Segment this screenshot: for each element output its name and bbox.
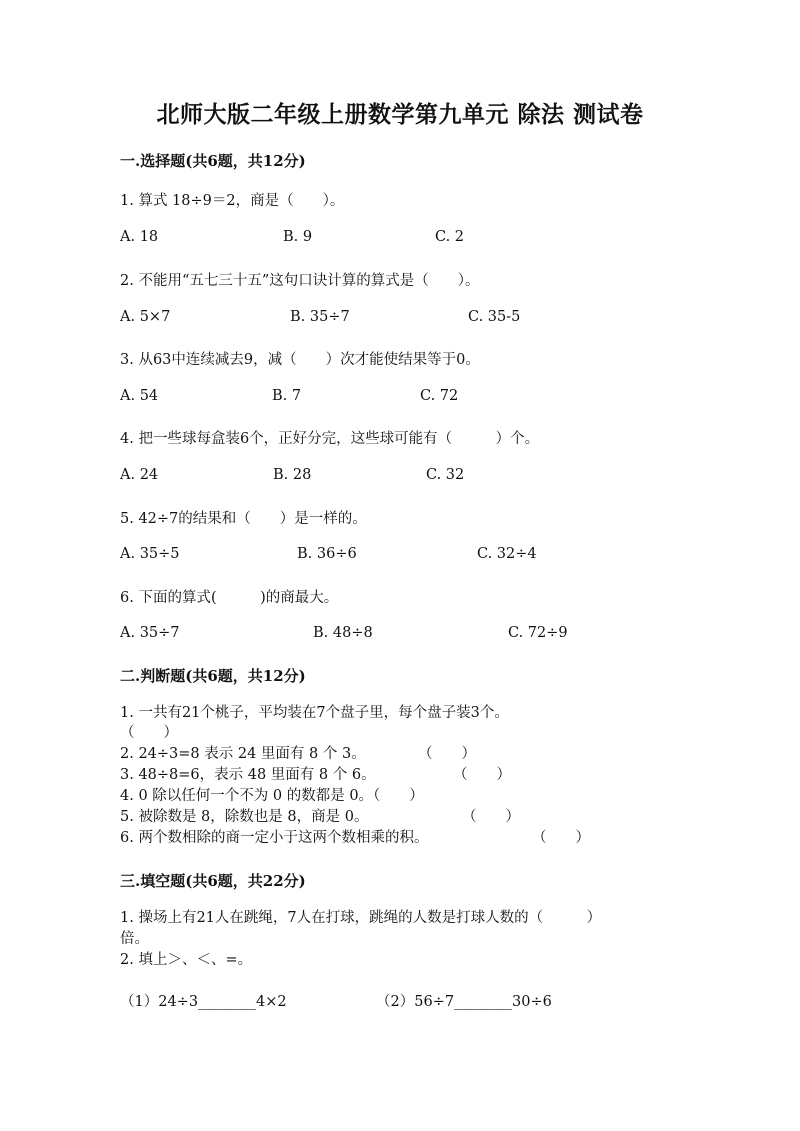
tf-statement-5: 5. 被除数是 8，除数也是 8，商是 0。 <box>120 809 369 825</box>
tf-answer-blank-5[interactable]: （ ） <box>462 809 520 825</box>
question-5-option-c: C. 32÷4 <box>477 546 537 562</box>
question-3-stem: 3. 从63中连续减去9，减（ ）次才能使结果等于0。 <box>120 352 480 368</box>
question-6-stem: 6. 下面的算式( )的商最大。 <box>120 590 339 606</box>
question-3-option-c: C. 72 <box>420 388 459 404</box>
fill-question-2-part-1: （1）24÷3________4×2 <box>120 994 287 1010</box>
tf-statement-3: 3. 48÷8=6，表示 48 里面有 8 个 6。 <box>120 767 376 783</box>
tf-statement-2: 2. 24÷3=8 表示 24 里面有 8 个 3。 <box>120 746 366 762</box>
tf-answer-blank-2[interactable]: （ ） <box>418 746 476 762</box>
question-2-option-b: B. 35÷7 <box>290 309 350 325</box>
tf-statement-6: 6. 两个数相除的商一定小于这两个数相乘的积。 <box>120 830 429 846</box>
question-1-option-a: A. 18 <box>120 229 159 245</box>
question-4-stem: 4. 把一些球每盒装6个，正好分完，这些球可能有（ ）个。 <box>120 431 540 447</box>
question-2-option-a: A. 5×7 <box>120 309 171 325</box>
fill-question-2: 2. 填上＞、＜、=。 <box>120 952 253 968</box>
question-3-option-b: B. 7 <box>272 388 302 404</box>
section-heading-fill-blank: 三.填空题(共6题，共22分) <box>120 872 306 890</box>
fill-question-1-cont: 倍。 <box>120 931 149 947</box>
fill-question-1: 1. 操场上有21人在跳绳，7人在打球，跳绳的人数是打球人数的（ ） <box>120 910 602 926</box>
question-2-stem: 2. 不能用“五七三十五”这句口诀计算的算式是（ ）。 <box>120 273 480 289</box>
section-heading-choice: 一.选择题(共6题，共12分) <box>120 152 306 170</box>
section-heading-true-false: 二.判断题(共6题，共12分) <box>120 667 306 685</box>
question-4-option-c: C. 32 <box>426 467 465 483</box>
question-5-option-a: A. 35÷5 <box>120 546 180 562</box>
page-title: 北师大版二年级上册数学第九单元 除法 测试卷 <box>156 101 644 128</box>
tf-answer-blank-3[interactable]: （ ） <box>453 767 511 783</box>
tf-answer-blank-6[interactable]: （ ） <box>532 830 590 846</box>
question-6-option-c: C. 72÷9 <box>508 625 568 641</box>
question-1-option-c: C. 2 <box>435 229 465 245</box>
question-6-option-a: A. 35÷7 <box>120 625 180 641</box>
question-4-option-b: B. 28 <box>273 467 312 483</box>
tf-answer-blank-1[interactable]: （ ） <box>120 725 178 741</box>
question-2-option-c: C. 35-5 <box>468 309 521 325</box>
question-5-stem: 5. 42÷7的结果和（ ）是一样的。 <box>120 511 367 527</box>
question-3-option-a: A. 54 <box>120 388 159 404</box>
question-5-option-b: B. 36÷6 <box>297 546 357 562</box>
tf-statement-1: 1. 一共有21个桃子，平均装在7个盘子里，每个盘子装3个。 <box>120 705 509 721</box>
question-6-option-b: B. 48÷8 <box>313 625 373 641</box>
question-1-stem: 1. 算式 18÷9＝2，商是（ ）。 <box>120 193 345 209</box>
fill-question-2-part-2: （2）56÷7________30÷6 <box>376 994 552 1010</box>
question-1-option-b: B. 9 <box>283 229 313 245</box>
tf-statement-4: 4. 0 除以任何一个不为 0 的数都是 0。（ ） <box>120 788 424 804</box>
question-4-option-a: A. 24 <box>120 467 159 483</box>
